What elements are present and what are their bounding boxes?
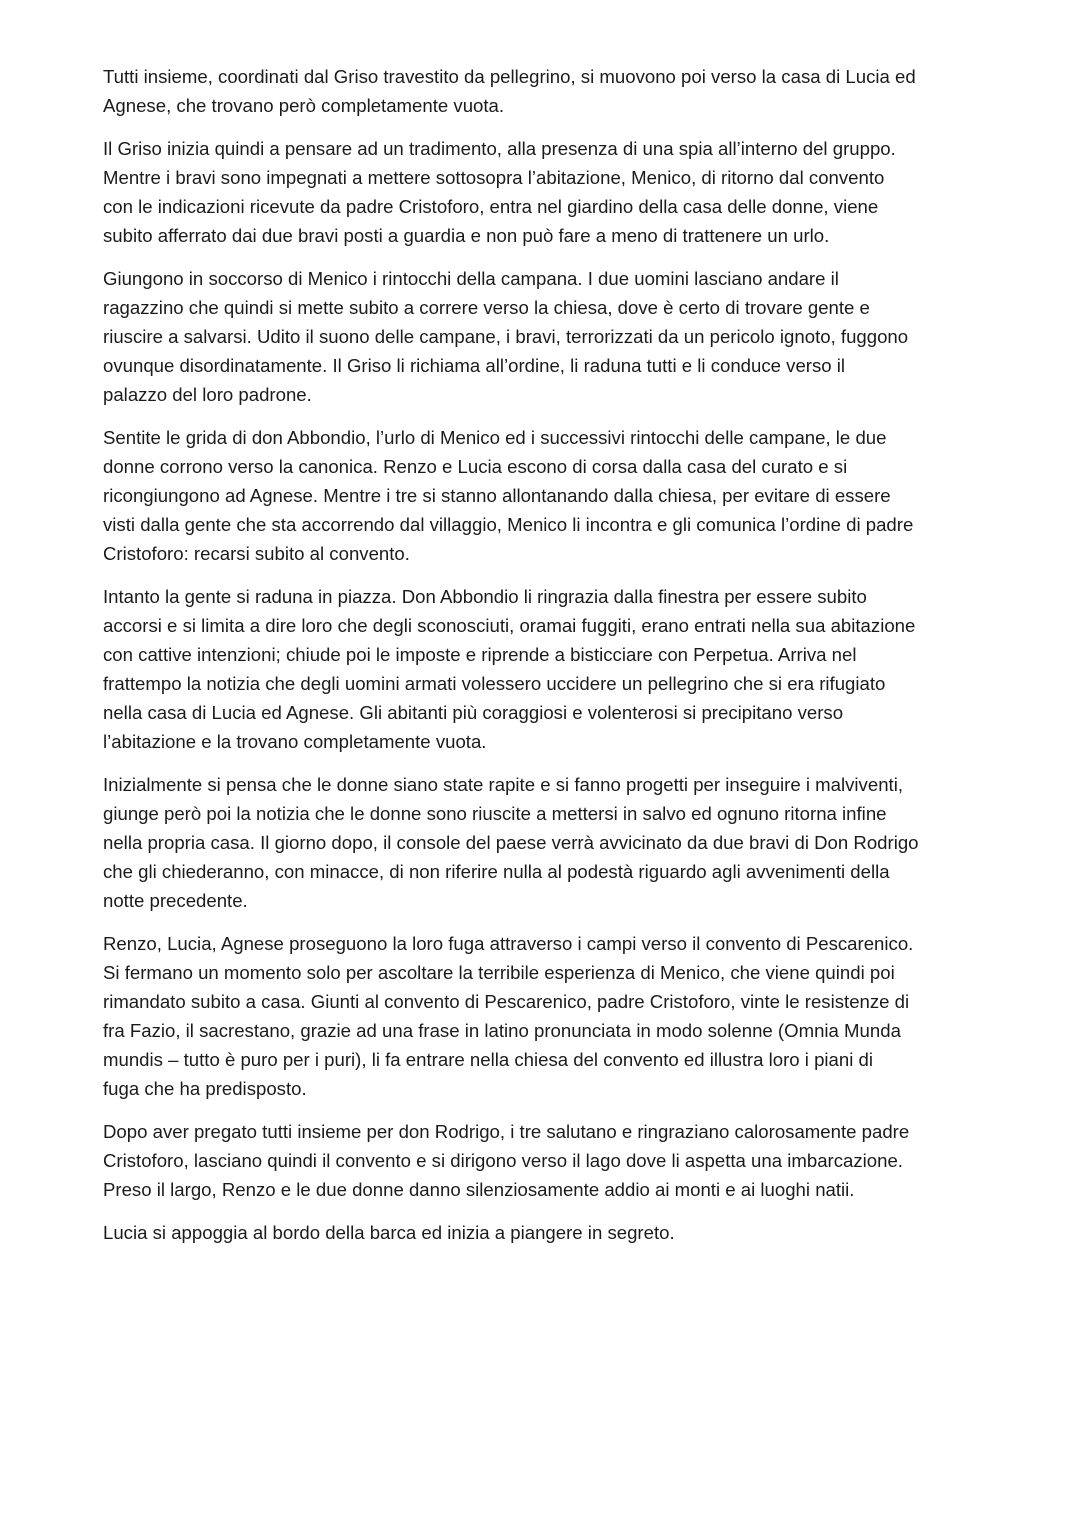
text-line: Giungono in soccorso di Menico i rintocchi della campana. I due uomini lasciano andare il	[103, 268, 839, 289]
text-line: rimandato subito a casa. Giunti al convento di Pescarenico, padre Cristoforo, vinte le resistenze di	[103, 991, 910, 1012]
text-line: Sentite le grida di don Abbondio, l’urlo di Menico ed i successivi rintocchi delle campane, le due	[103, 427, 887, 448]
text-line: nella casa di Lucia ed Agnese. Gli abitanti più coraggiosi e volenterosi si precipitano verso	[103, 702, 844, 723]
text-line: Lucia si appoggia al bordo della barca ed inizia a piangere in segreto.	[103, 1222, 675, 1243]
text-line: notte precedente.	[103, 890, 248, 911]
text-line: Cristoforo: recarsi subito al convento.	[103, 543, 410, 564]
text-line: l’abitazione e la trovano completamente vuota.	[103, 731, 487, 752]
document-page	[103, 62, 983, 1261]
text-line: con cattive intenzioni; chiude poi le imposte e riprende a bisticciare con Perpetua. Arriva nel	[103, 644, 857, 665]
text-line: Tutti insieme, coordinati dal Griso travestito da pellegrino, si muovono poi verso la casa di Lucia ed	[103, 66, 916, 87]
text-line: riuscire a salvarsi. Udito il suono delle campane, i bravi, terrorizzati da un pericolo ignoto, fuggono	[103, 326, 909, 347]
paragraph-4	[103, 423, 983, 568]
paragraph-8	[103, 1117, 983, 1204]
text-line: Renzo, Lucia, Agnese proseguono la loro fuga attraverso i campi verso il convento di Pescarenico.	[103, 933, 914, 954]
text-line: fra Fazio, il sacrestano, grazie ad una frase in latino pronunciata in modo solenne (Omnia Munda	[103, 1020, 901, 1041]
paragraph-5	[103, 582, 983, 756]
paragraph-6	[103, 770, 983, 915]
text-line: giunge però poi la notizia che le donne sono riuscite a mettersi in salvo ed ognuno ritorna infine	[103, 803, 887, 824]
text-line: donne corrono verso la canonica. Renzo e Lucia escono di corsa dalla casa del curato e si	[103, 456, 848, 477]
text-line: Si fermano un momento solo per ascoltare la terribile esperienza di Menico, che viene quindi poi	[103, 962, 895, 983]
text-line: frattempo la notizia che degli uomini armati volessero uccidere un pellegrino che si era rifugiato	[103, 673, 886, 694]
paragraph-3	[103, 264, 983, 409]
text-line: Inizialmente si pensa che le donne siano state rapite e si fanno progetti per inseguire i malviventi,	[103, 774, 903, 795]
paragraph-9	[103, 1218, 983, 1247]
text-line: ricongiungono ad Agnese. Mentre i tre si stanno allontanando dalla chiesa, per evitare di essere	[103, 485, 891, 506]
paragraph-2	[103, 134, 983, 250]
text-line: Mentre i bravi sono impegnati a mettere sottosopra l’abitazione, Menico, di ritorno dal convento	[103, 167, 885, 188]
text-line: Cristoforo, lasciano quindi il convento e si dirigono verso il lago dove li aspetta una imbarcazione.	[103, 1150, 903, 1171]
text-line: palazzo del loro padrone.	[103, 384, 312, 405]
text-line: ragazzino che quindi si mette subito a correre verso la chiesa, dove è certo di trovare gente e	[103, 297, 870, 318]
text-line: Agnese, che trovano però completamente vuota.	[103, 95, 505, 116]
text-line: che gli chiederanno, con minacce, di non riferire nulla al podestà riguardo agli avvenimenti della	[103, 861, 890, 882]
text-line: accorsi e si limita a dire loro che degli sconosciuti, oramai fuggiti, erano entrati nella sua abitazione	[103, 615, 916, 636]
paragraph-7	[103, 929, 983, 1103]
text-line: nella propria casa. Il giorno dopo, il console del paese verrà avvicinato da due bravi di Don Rodrigo	[103, 832, 919, 853]
text-line: Preso il largo, Renzo e le due donne danno silenziosamente addio ai monti e ai luoghi natii.	[103, 1179, 855, 1200]
text-line: con le indicazioni ricevute da padre Cristoforo, entra nel giardino della casa delle donne, viene	[103, 196, 879, 217]
text-line: mundis – tutto è puro per i puri), li fa entrare nella chiesa del convento ed illustra loro i piani di	[103, 1049, 873, 1070]
text-line: ovunque disordinatamente. Il Griso li richiama all’ordine, li raduna tutti e li conduce verso il	[103, 355, 846, 376]
text-line: Dopo aver pregato tutti insieme per don Rodrigo, i tre salutano e ringraziano calorosamente padre	[103, 1121, 910, 1142]
text-line: Il Griso inizia quindi a pensare ad un tradimento, alla presenza di una spia all’interno del gruppo.	[103, 138, 896, 159]
text-line: visti dalla gente che sta accorrendo dal villaggio, Menico li incontra e gli comunica l’ordine di padre	[103, 514, 914, 535]
text-line: fuga che ha predisposto.	[103, 1078, 307, 1099]
text-line: Intanto la gente si raduna in piazza. Don Abbondio li ringrazia dalla finestra per essere subito	[103, 586, 867, 607]
text-line: subito afferrato dai due bravi posti a guardia e non può fare a meno di trattenere un urlo.	[103, 225, 830, 246]
paragraph-1	[103, 62, 983, 120]
